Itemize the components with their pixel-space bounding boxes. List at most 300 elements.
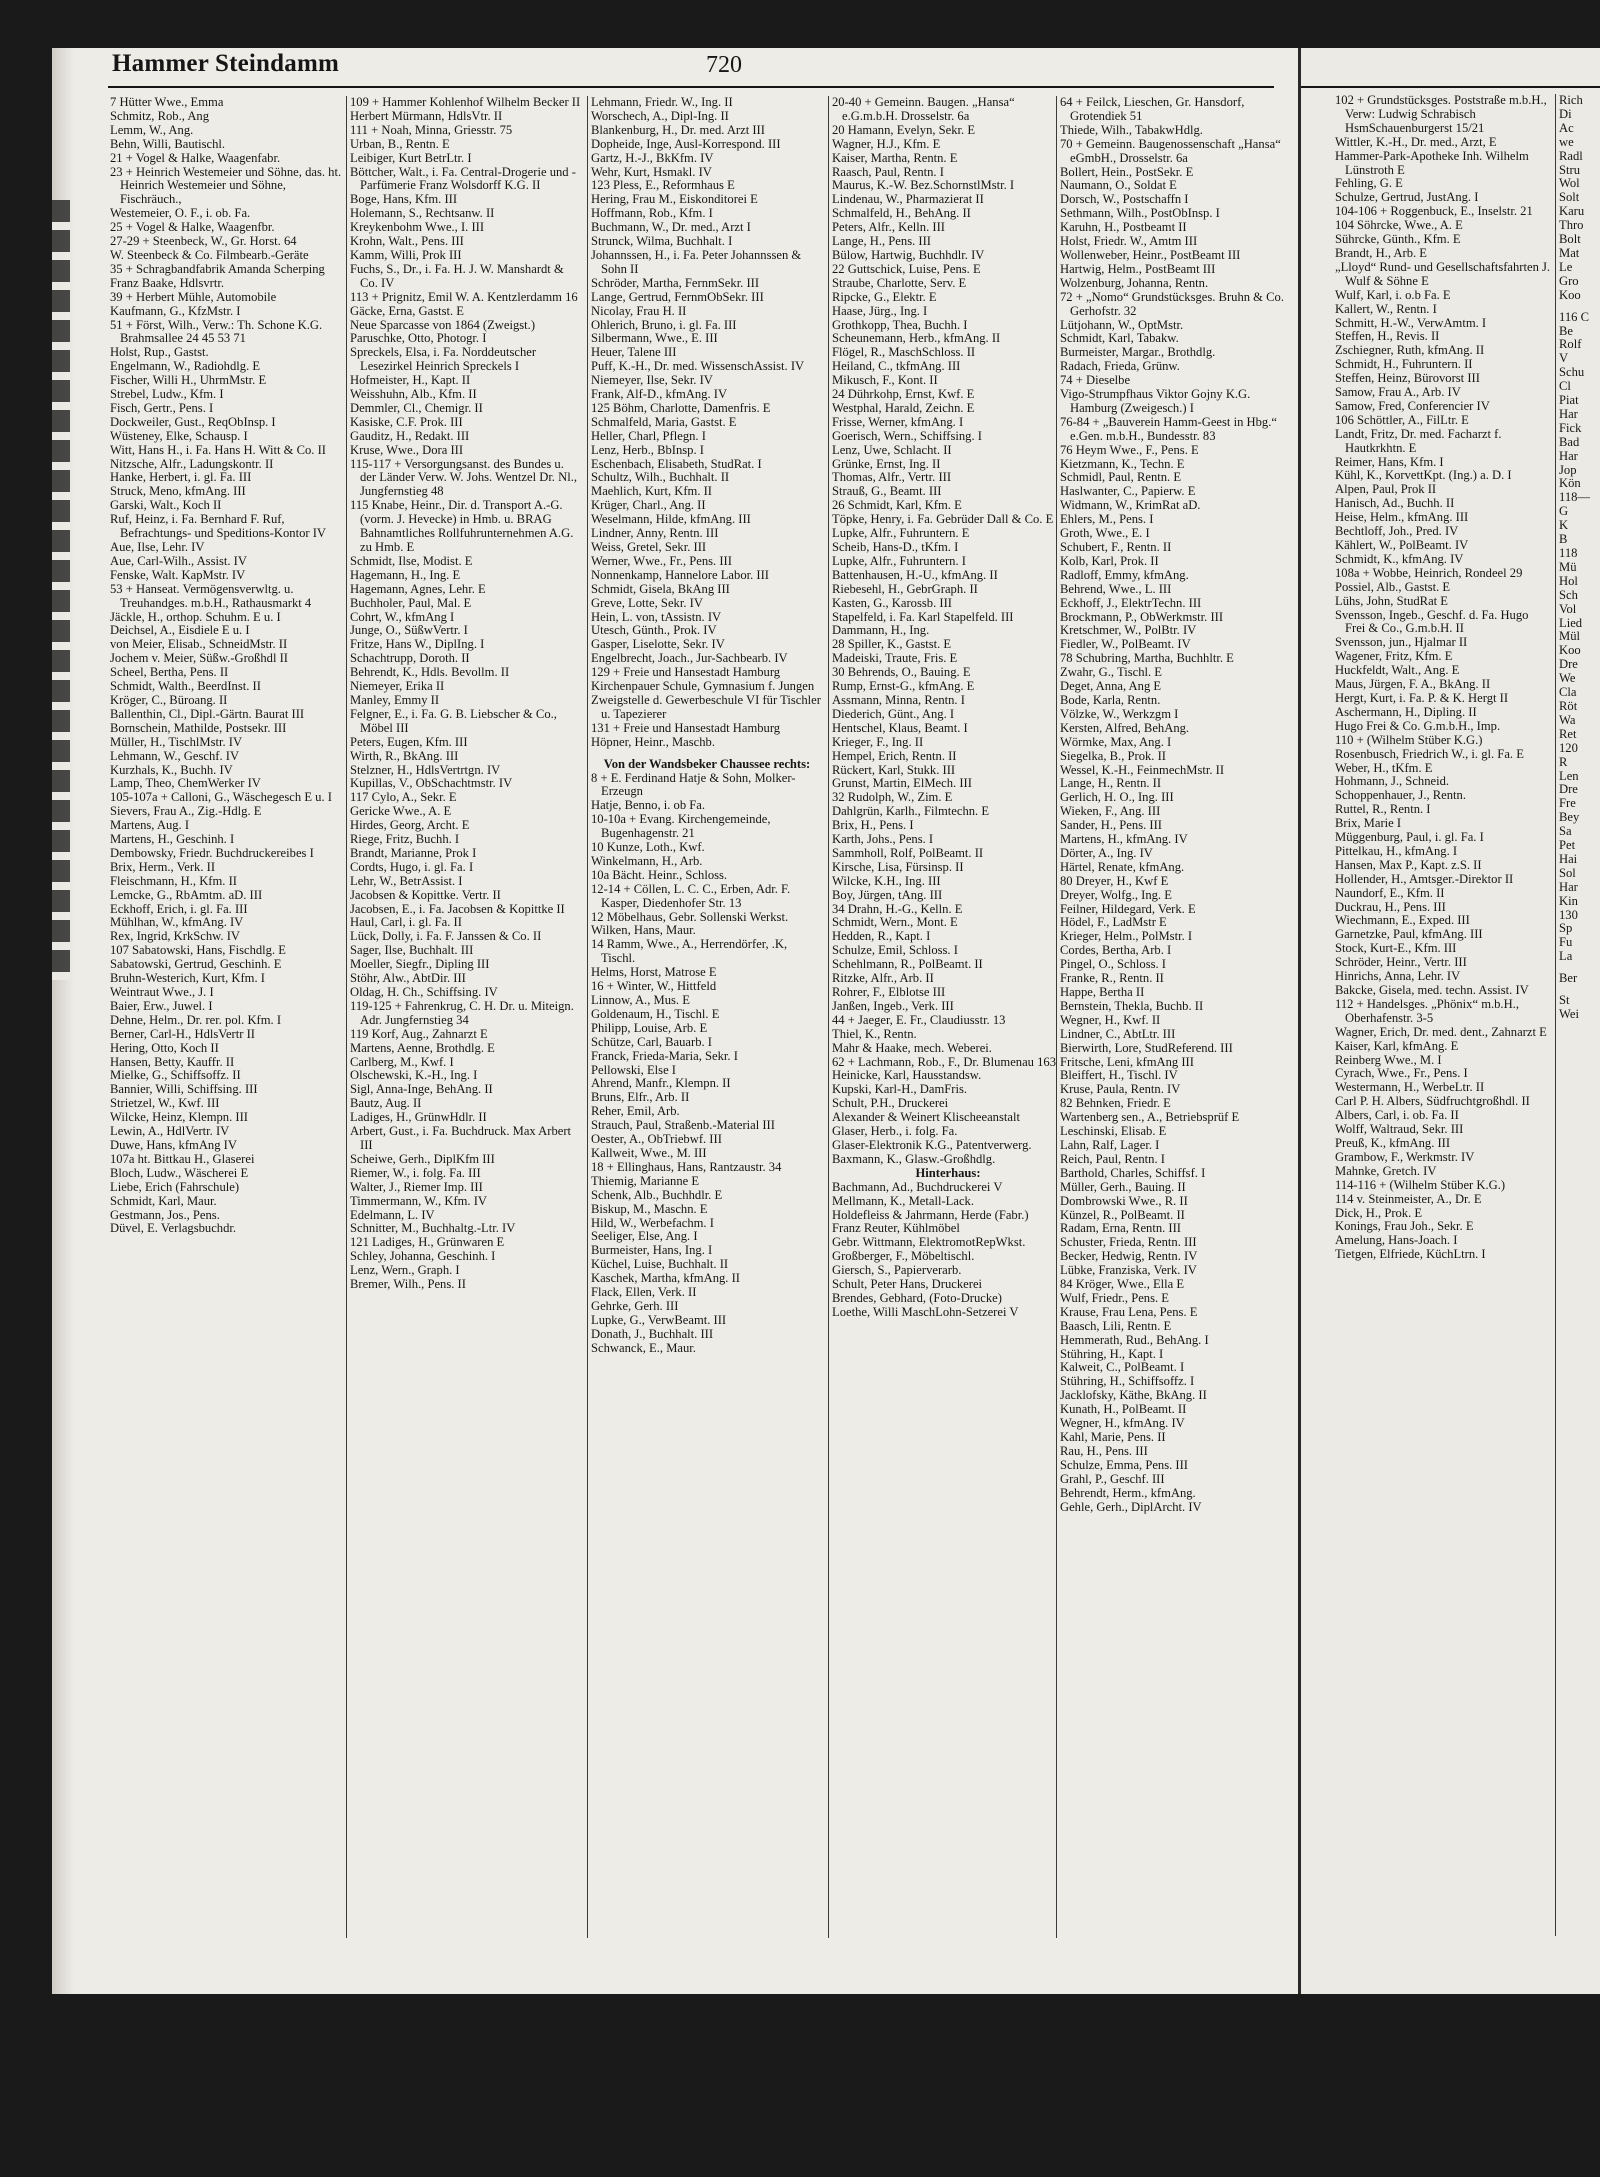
directory-entry: 35 + Schragbandfabrik Amanda Scherping	[110, 261, 325, 276]
directory-entry: Linnow, A., Mus. E	[591, 993, 690, 1007]
directory-entry: Feilner, Hildegard, Verk. E	[1060, 901, 1196, 916]
directory-entry: Krohn, Walt., Pens. III	[350, 234, 464, 249]
directory-entry: Har	[1559, 879, 1578, 894]
directory-entry: Fenske, Walt. KapMstr. IV	[110, 567, 246, 582]
directory-entry: Lühs, John, StudRat E	[1335, 593, 1448, 608]
directory-entry: Pittelkau, H., kfmAng. I	[1335, 843, 1458, 858]
directory-entry: 115-117 + Versorgungsanst. des Bundes u. der Länder Verw. W. Johs. Wentzel Dr. Nl., Jungfernstieg 48	[350, 456, 577, 499]
directory-entry: Leibiger, Kurt BetrLtr. I	[350, 150, 472, 165]
directory-entry: Stühring, H., Schiffsoffz. I	[1060, 1374, 1195, 1389]
directory-entry: 112 + Handelsges. „Phönix“ m.b.H., Oberhafenstr. 3-5	[1335, 996, 1519, 1025]
directory-entry: 106 Schöttler, A., FilLtr. E	[1335, 412, 1469, 427]
directory-entry: Weber, H., tKfm. E	[1335, 760, 1433, 775]
directory-entry: Stöhr, Alw., AbtDir. III	[350, 971, 466, 986]
directory-entry: Schulze, Gertrud, JustAng. I	[1335, 190, 1479, 205]
directory-entry: Bakcke, Gisela, med. techn. Assist. IV	[1335, 983, 1529, 997]
directory-entry: 102 + Grundstücksges. Poststraße m.b.H., Verw: Ludwig Schrabisch HsmSchauenburgerst 15/21	[1335, 94, 1547, 135]
directory-entry: Schley, Johanna, Geschinh. I	[350, 1249, 496, 1264]
directory-entry: Koo	[1559, 643, 1581, 658]
directory-entry: Westermann, H., WerbeLtr. II	[1335, 1080, 1485, 1095]
directory-entry: Röt	[1559, 698, 1578, 713]
directory-entry: Hammer-Park-Apotheke Inh. Wilhelm Lünstroth E	[1335, 148, 1529, 177]
directory-entry: 28 Spiller, K., Gastst. E	[832, 637, 952, 652]
directory-entry: Mü	[1559, 559, 1577, 574]
directory-entry: Martens, H., kfmAng. IV	[1060, 832, 1188, 847]
directory-entry: Haul, Carl, i. gl. Fa. II	[350, 915, 462, 930]
directory-entry: Wolzenburg, Johanna, Rentn.	[1060, 275, 1209, 290]
directory-entry: Wagner, Erich, Dr. med. dent., Zahnarzt E	[1335, 1024, 1547, 1039]
directory-entry: Piat	[1559, 393, 1579, 408]
directory-entry: Boge, Hans, Kfm. III	[350, 192, 458, 207]
directory-entry: 78 Schubring, Martha, Buchhltr. E	[1060, 651, 1234, 666]
directory-entry: Pellowski, Else I	[591, 1062, 677, 1077]
directory-entry: Ehlers, M., Pens. I	[1060, 512, 1154, 527]
directory-entry: Höpner, Heinr., Maschb.	[591, 734, 716, 749]
directory-entry: 12 Möbelhaus, Gebr. Sollenski Werkst.	[591, 909, 789, 924]
directory-entry: Worschech, A., Dipl-Ing. II	[591, 108, 729, 123]
directory-entry: Naumann, O., Soldat E	[1060, 178, 1177, 193]
directory-entry: Rohrer, F., Elblotse III	[832, 985, 946, 999]
directory-entry: Fehling, G. E	[1335, 176, 1403, 191]
directory-entry: Goldenaum, H., Tischl. E	[591, 1006, 720, 1021]
directory-entry: B	[1559, 532, 1568, 547]
directory-entry: Flögel, R., MaschSchloss. II	[832, 345, 976, 360]
directory-entry: Böttcher, Walt., i. Fa. Central-Drogerie und -Parfümerie Franz Wolsdorff K.G. II	[350, 164, 576, 193]
directory-entry: 10 Kunze, Loth., Kwf.	[591, 840, 705, 855]
directory-entry: Wulf, Karl, i. o.b Fa. E	[1335, 287, 1451, 302]
directory-entry: Nonnenkamp, Hannelore Labor. III	[591, 567, 769, 582]
directory-entry: 18 + Ellinghaus, Hans, Rantzaustr. 34	[591, 1159, 782, 1174]
directory-entry: Struck, Meno, kfmAng. III	[110, 484, 246, 499]
directory-entry: Holdefleiss & Jahrmann, Herde (Fabr.)	[832, 1207, 1029, 1222]
directory-entry: Ohlerich, Bruno, i. gl. Fa. III	[591, 317, 737, 332]
directory-entry: Kalweit, C., PolBeamt. I	[1060, 1360, 1185, 1375]
directory-entry: Behrend, Wwe., L. III	[1060, 581, 1172, 596]
right-directory-column-2	[1559, 94, 1600, 1939]
directory-entry: K	[1559, 518, 1569, 533]
directory-entry: Le	[1559, 259, 1573, 274]
directory-entry: Lamp, Theo, ChemWerker IV	[110, 776, 261, 791]
directory-entry: Bruns, Elfr., Arb. II	[591, 1090, 690, 1105]
directory-entry: Schwanck, E., Maur.	[591, 1340, 696, 1355]
directory-entry: Jäckle, H., orthop. Schuhm. E u. I	[110, 609, 281, 624]
directory-entry: Stock, Kurt-E., Kfm. III	[1335, 941, 1457, 956]
directory-entry: Hirdes, Georg, Archt. E	[350, 818, 470, 833]
directory-entry: Heller, Charl, Pflegn. I	[591, 428, 706, 443]
directory-entry: Scheel, Bertha, Pens. II	[110, 665, 229, 680]
directory-entry: Nicolay, Frau H. II	[591, 303, 687, 318]
directory-entry: Franz Reuter, Kühlmöbel	[832, 1221, 960, 1236]
directory-entry: Rau, H., Pens. III	[1060, 1443, 1148, 1458]
directory-entry: Wa	[1559, 712, 1576, 727]
column-divider	[346, 96, 347, 1938]
directory-entry: Fisch, Gertr., Pens. I	[110, 400, 214, 415]
page-number: 720	[706, 52, 742, 78]
directory-entry: Brendes, Gebhard, (Foto-Drucke)	[832, 1290, 1002, 1305]
directory-entry: Hansen, Max P., Kapt. z.S. II	[1335, 857, 1482, 872]
directory-entry: Fritsche, Leni, kfmAng III	[1060, 1054, 1194, 1069]
directory-entry: Kasiske, C.F. Prok. III	[350, 414, 463, 429]
directory-entry: Riege, Fritz, Buchh. I	[350, 832, 460, 847]
directory-entry: Ballenthin, Cl., Dipl.-Gärtn. Baurat III	[110, 706, 305, 721]
directory-entry: Ac	[1559, 120, 1574, 135]
directory-entry: 53 + Hanseat. Vermögensverwltg. u. Treuhandges. m.b.H., Rathausmarkt 4	[110, 581, 312, 610]
directory-entry: Hempel, Erich, Rentn. II	[832, 748, 957, 763]
directory-entry: Burmeister, Margar., Brothdlg.	[1060, 345, 1216, 360]
right-directory-column-1	[1335, 94, 1551, 1939]
directory-entry: Gäcke, Erna, Gastst. E	[350, 303, 465, 318]
directory-entry: Bernstein, Thekla, Buchb. II	[1060, 998, 1204, 1013]
directory-entry: Lahn, Ralf, Lager. I	[1060, 1137, 1160, 1152]
directory-entry: Moeller, Siegfr., Dipling III	[350, 957, 490, 972]
directory-entry: Gestmann, Jos., Pens.	[110, 1207, 220, 1222]
directory-column-5	[1060, 96, 1284, 1941]
directory-entry: Dorsch, W., Postschaffn I	[1060, 192, 1189, 207]
directory-entry: Assmann, Minna, Rentn. I	[832, 692, 965, 707]
directory-entry: Niemeyer, Erika II	[350, 679, 445, 694]
directory-entry: Neue Sparcasse von 1864 (Zweigst.)	[350, 317, 536, 332]
directory-entry: Dahlgrün, Karlh., Filmtechn. E	[832, 804, 990, 819]
directory-entry: Sa	[1559, 824, 1572, 839]
directory-entry: Dockweiler, Gust., ReqObInsp. I	[110, 414, 276, 429]
directory-entry: Alpen, Paul, Prok II	[1335, 482, 1437, 497]
directory-entry: Dehne, Helm., Dr. rer. pol. Kfm. I	[110, 1012, 282, 1027]
directory-entry: Dick, H., Prok. E	[1335, 1205, 1423, 1220]
directory-entry: Kunath, H., PolBeamt. II	[1060, 1402, 1187, 1417]
directory-entry: Sievers, Frau A., Zig.-Hdlg. E	[110, 804, 262, 819]
directory-entry: Fuchs, S., Dr., i. Fa. H. J. W. Manshardt & Co. IV	[350, 261, 564, 290]
directory-entry: Sp	[1559, 921, 1573, 936]
directory-entry: Preuß, K., kfmAng. III	[1335, 1135, 1451, 1150]
directory-entry: Peters, Alfr., Kelln. III	[832, 220, 945, 235]
directory-entry: Mat	[1559, 245, 1580, 260]
directory-entry: Ritzke, Alfr., Arb. II	[832, 971, 934, 986]
directory-entry: Hergt, Kurt, i. Fa. P. & K. Hergt II	[1335, 690, 1509, 705]
directory-entry: St	[1559, 993, 1570, 1008]
directory-entry: Sabatowski, Gertrud, Geschinh. E	[110, 957, 282, 972]
directory-entry: Wiechmann, E., Exped. III	[1335, 913, 1470, 928]
directory-entry: Bollert, Hein., PostSekr. E	[1060, 164, 1194, 179]
directory-entry: Lupke, Alfr., Fuhruntern. I	[832, 553, 966, 568]
directory-entry: Jop	[1559, 462, 1577, 477]
directory-entry: Lenz, Wern., Graph. I	[350, 1263, 460, 1278]
directory-entry: Lange, Gertrud, FernmObSekr. III	[591, 289, 764, 304]
page-header-street: Hammer Steindamm	[112, 50, 340, 77]
directory-entry: Wagner, H.J., Kfm. E	[832, 136, 941, 151]
directory-entry: Lupke, G., VerwBeamt. III	[591, 1312, 727, 1327]
directory-entry: Stru	[1559, 162, 1580, 177]
directory-entry: Oldag, H. Ch., Schiffsing. IV	[350, 985, 498, 999]
directory-entry: Bolt	[1559, 232, 1581, 247]
directory-entry: Kaufmann, G., KfzMstr. I	[110, 303, 241, 318]
directory-entry: 116 C	[1559, 309, 1589, 324]
directory-entry: Engelmann, W., Radiohdlg. E	[110, 359, 261, 374]
directory-entry: Strebel, Ludw., Kfm. I	[110, 387, 224, 402]
directory-entry: Nitzsche, Alfr., Ladungskontr. II	[110, 456, 274, 471]
directory-entry: Siegelka, B., Prok. II	[1060, 748, 1166, 763]
directory-entry: Cla	[1559, 685, 1577, 700]
directory-entry: Ber	[1559, 971, 1578, 986]
directory-entry: Hoffmann, Rob., Kfm. I	[591, 206, 713, 221]
directory-entry: Hai	[1559, 851, 1578, 866]
directory-entry: Hering, Frau M., Eiskonditorei E	[591, 192, 758, 207]
directory-entry: Heuer, Talene III	[591, 345, 677, 360]
directory-entry: 32 Rudolph, W., Zim. E	[832, 790, 953, 805]
directory-entry: Burmeister, Hans, Ing. I	[591, 1243, 713, 1258]
directory-entry: 20 Hamann, Evelyn, Sekr. E	[832, 122, 976, 137]
directory-entry: Mühlhan, W., kfmAng. IV	[110, 915, 244, 930]
directory-entry: Battenhausen, H.-U., kfmAng. II	[832, 567, 998, 582]
directory-entry: Kupski, Karl-H., DamFris.	[832, 1082, 968, 1097]
directory-entry: 118	[1559, 546, 1578, 560]
directory-entry: Bad	[1559, 434, 1580, 449]
directory-entry: Sührcke, Günth., Kfm. E	[1335, 232, 1461, 247]
directory-entry: Lied	[1559, 615, 1583, 630]
directory-entry: Bey	[1559, 810, 1580, 825]
directory-entry: Garnetzke, Paul, kfmAng. III	[1335, 927, 1483, 942]
directory-entry: Großberger, F., Möbeltischl.	[832, 1249, 975, 1264]
directory-entry: Heinicke, Karl, Hausstandsw.	[832, 1068, 982, 1083]
directory-entry: Cyrach, Wwe., Fr., Pens. I	[1335, 1066, 1468, 1081]
directory-entry: Schnitter, M., Buchhaltg.-Ltr. IV	[350, 1221, 516, 1236]
directory-entry: Mahnke, Gretch. IV	[1335, 1163, 1437, 1178]
directory-entry: Kirchenpauer Schule, Gymnasium f. Jungen	[591, 679, 815, 694]
directory-entry: Fu	[1559, 935, 1573, 950]
directory-entry: Wollenweber, Heinr., PostBeamt III	[1060, 247, 1241, 262]
directory-entry: Helms, Horst, Matrose E	[591, 965, 717, 980]
directory-entry: Greve, Lotte, Sekr. IV	[591, 595, 703, 610]
column-divider	[1056, 96, 1057, 1938]
directory-entry: Dammann, H., Ing.	[832, 623, 930, 638]
directory-entry: Happe, Bertha II	[1060, 985, 1145, 999]
directory-entry: Timmermann, W., Kfm. IV	[350, 1193, 488, 1208]
directory-entry: Cl	[1559, 379, 1571, 394]
directory-entry: Brandt, H., Arb. E	[1335, 245, 1427, 260]
directory-entry: Hagemann, Agnes, Lehr. E	[350, 581, 486, 596]
directory-entry: La	[1559, 949, 1573, 964]
directory-entry: Thiemig, Marianne E	[591, 1173, 700, 1188]
directory-entry: Martens, H., Geschinh. I	[110, 832, 235, 847]
directory-entry: Raasch, Paul, Rentn. I	[832, 164, 944, 179]
directory-entry: Wittler, K.-H., Dr. med., Arzt, E	[1335, 134, 1497, 149]
directory-entry: Lenz, Uwe, Schlacht. II	[832, 442, 952, 457]
directory-entry: Lupke, Alfr., Fuhruntern. E	[832, 526, 970, 541]
directory-entry: Vigo-Strumpfhaus Viktor Gojny K.G. Hamburg (Zweigesch.) I	[1060, 387, 1251, 415]
directory-entry: Bornschein, Mathilde, Postsekr. III	[110, 720, 287, 735]
directory-entry: Aue, Carl-Wilh., Assist. IV	[110, 553, 247, 568]
directory-entry: Krieger, F., Ing. II	[832, 734, 924, 749]
directory-entry: Schmalfeld, H., BehAng. II	[832, 206, 971, 221]
directory-entry: Bruhn-Westerich, Kurt, Kfm. I	[110, 971, 265, 986]
directory-entry: Svensson, jun., Hjalmar II	[1335, 635, 1468, 650]
directory-entry: Wessel, K.-H., FeinmechMstr. II	[1060, 762, 1225, 777]
directory-entry: Urban, B., Rentn. E	[350, 136, 450, 151]
directory-entry: Maehlich, Kurt, Kfm. II	[591, 484, 713, 499]
directory-entry: Cordes, Bertha, Arb. I	[1060, 943, 1172, 958]
directory-entry: Gauditz, H., Redakt. III	[350, 428, 470, 443]
directory-entry: Wüsteney, Elke, Schausp. I	[110, 428, 248, 443]
directory-entry: Tietgen, Elfriede, KüchLtrn. I	[1335, 1247, 1486, 1262]
directory-entry: Brandt, Marianne, Prok I	[350, 845, 477, 860]
directory-entry: Goerisch, Wern., Schiffsing. I	[832, 428, 982, 443]
directory-entry: Kön	[1559, 476, 1581, 491]
directory-entry: 30 Behrends, O., Bauing. E	[832, 665, 971, 680]
directory-entry: 80 Dreyer, H., Kwf E	[1060, 873, 1169, 888]
directory-entry: Reinberg Wwe., M. I	[1335, 1052, 1442, 1067]
directory-entry: Thro	[1559, 218, 1584, 233]
directory-entry: Straube, Charlotte, Serv. E	[832, 275, 967, 290]
directory-entry: Gro	[1559, 273, 1579, 288]
directory-entry: Giersch, S., Papierverarb.	[832, 1263, 962, 1278]
directory-entry: Lewin, A., HdlVertr. IV	[110, 1124, 230, 1139]
directory-entry: 129 + Freie und Hansestadt Hamburg	[591, 665, 781, 680]
directory-entry: we	[1559, 134, 1574, 149]
directory-entry: Jacobsen & Kopittke. Vertr. II	[350, 887, 501, 902]
directory-entry: 20-40 + Gemeinn. Baugen. „Hansa“ e.G.m.b.H. Drosselstr. 6a	[832, 96, 1015, 123]
directory-entry: Wilcke, Heinz, Klempn. III	[110, 1110, 248, 1125]
directory-entry: We	[1559, 671, 1576, 686]
directory-entry: Schubert, F., Rentn. II	[1060, 540, 1172, 554]
directory-entry: Buchmann, W., Dr. med., Arzt I	[591, 220, 751, 235]
directory-entry: Gerlich, H. O., Ing. III	[1060, 790, 1174, 805]
directory-entry: Schmitt, H.-W., VerwAmtm. I	[1335, 315, 1487, 330]
directory-entry: 22 Guttschick, Luise, Pens. E	[832, 261, 981, 276]
directory-entry: Samow, Frau A., Arb. IV	[1335, 385, 1461, 400]
directory-entry: Arbert, Gust., i. Fa. Buchdruck. Max Arbert III	[350, 1124, 572, 1152]
directory-entry: Rosenbusch, Friedrich W., i. gl. Fa. E	[1335, 746, 1524, 761]
directory-entry: 107 Sabatowski, Hans, Fischdlg. E	[110, 943, 286, 958]
directory-entry: Lemm, W., Ang.	[110, 122, 194, 137]
directory-entry: Hentschel, Klaus, Beamt. I	[832, 720, 968, 735]
directory-entry: Bremer, Wilh., Pens. II	[350, 1277, 466, 1292]
directory-entry: Schröder, Heinr., Vertr. III	[1335, 955, 1467, 970]
directory-entry: Lange, H., Pens. III	[832, 234, 931, 249]
directory-entry: Aue, Ilse, Lehr. IV	[110, 540, 205, 554]
directory-entry: 131 + Freie und Hansestadt Hamburg	[591, 720, 781, 735]
directory-entry: 123 Pless, E., Reformhaus E	[591, 178, 735, 193]
directory-entry: Stapelfeld, i. Fa. Karl Stapelfeld. III	[832, 609, 1014, 624]
directory-entry: „Lloyd“ Rund- und Gesellschaftsfahrten J. Wulf & Söhne E	[1335, 259, 1551, 288]
directory-entry: Franz Baake, Hdlsvrtr.	[110, 275, 225, 290]
directory-entry: Kietzmann, K., Techn. E	[1060, 456, 1185, 471]
directory-entry: Bachmann, Ad., Buchdruckerei V	[832, 1179, 1003, 1194]
directory-entry: Martens, Aenne, Brothdlg. E	[350, 1040, 495, 1055]
directory-entry: Peters, Eugen, Kfm. III	[350, 734, 468, 749]
directory-entry: 119 Korf, Aug., Zahnarzt E	[350, 1026, 488, 1041]
directory-entry: Kersten, Alfred, BehAng.	[1060, 720, 1190, 735]
directory-entry: Fischer, Willi H., UhrmMstr. E	[110, 373, 267, 388]
directory-entry: Behrendt, Herm., kfmAng.	[1060, 1485, 1196, 1500]
directory-entry: Schehlmann, R., PolBeamt. II	[832, 957, 983, 972]
directory-entry: Buchholer, Paul, Mal. E	[350, 595, 472, 610]
directory-entry: Kurzhals, K., Buchh. IV	[110, 762, 233, 777]
directory-entry: Gartz, H.-J., BkKfm. IV	[591, 150, 714, 165]
directory-entry: Solt	[1559, 190, 1580, 205]
directory-entry: Franck, Frieda-Maria, Sekr. I	[591, 1048, 738, 1063]
directory-entry: Engelbrecht, Joach., Jur-Sachbearb. IV	[591, 651, 788, 666]
directory-entry: Cohrt, W., kfmAng I	[350, 609, 455, 624]
directory-entry: Martens, Aug. I	[110, 818, 190, 833]
directory-entry: 64 + Feilck, Lieschen, Gr. Hansdorf, Grotendiek 51	[1060, 96, 1245, 123]
directory-entry: Steffen, Heinz, Bürovorst III	[1335, 371, 1480, 386]
directory-entry: Bierwirth, Lore, StudReferend. III	[1060, 1040, 1233, 1055]
directory-entry: Winkelmann, H., Arb.	[591, 853, 703, 868]
directory-entry: 114-116 + (Wilhelm Stüber K.G.)	[1335, 1177, 1506, 1192]
directory-entry: Dopheide, Inge, Ausl-Korrespond. III	[591, 136, 781, 151]
directory-entry: Thomas, Alfr., Vertr. III	[832, 470, 952, 485]
directory-entry: Deichsel, A., Eisdiele E u. I	[110, 623, 250, 638]
directory-entry: Madeiski, Traute, Fris. E	[832, 651, 958, 666]
section-heading: Von der Wandsbeker Chaussee rechts:	[603, 756, 811, 771]
directory-entry: Schachtrupp, Doroth. II	[350, 651, 470, 666]
directory-entry: Sethmann, Wilh., PostObInsp. I	[1060, 206, 1220, 221]
directory-entry: Schu	[1559, 365, 1585, 380]
directory-entry: Donath, J., Buchhalt. III	[591, 1326, 714, 1341]
directory-entry: Ahrend, Manfr., Klempn. II	[591, 1076, 731, 1091]
directory-entry: Kruse, Wwe., Dora III	[350, 442, 464, 457]
directory-entry: 7 Hütter Wwe., Emma	[110, 96, 224, 109]
directory-entry: Kamm, Willi, Prok III	[350, 247, 462, 262]
directory-entry: 84 Kröger, Wwe., Ella E	[1060, 1277, 1185, 1292]
directory-entry: Lindner, C., AbtLtr. III	[1060, 1026, 1176, 1041]
directory-entry: Fiedler, W., PolBeamt. IV	[1060, 637, 1191, 652]
directory-entry: Pingel, O., Schloss. I	[1060, 957, 1167, 972]
directory-entry: 72 + „Nomo“ Grundstücksges. Bruhn & Co. Gerhofstr. 32	[1060, 289, 1284, 318]
directory-entry: Wegner, H., Kwf. II	[1060, 1012, 1161, 1027]
directory-entry: Huckfeldt, Walt., Ang. E	[1335, 663, 1460, 678]
directory-entry: Biskup, M., Maschn. E	[591, 1201, 708, 1216]
directory-entry: Grambow, F., Werkmstr. IV	[1335, 1149, 1475, 1164]
directory-entry: Lück, Dolly, i. Fa. F. Janssen & Co. II	[350, 929, 542, 944]
directory-entry: Kin	[1559, 893, 1578, 908]
directory-entry: Hohmann, J., Schneid.	[1335, 774, 1450, 789]
directory-entry: R	[1559, 754, 1568, 769]
directory-entry: Frisse, Werner, kfmAng. I	[832, 414, 964, 429]
directory-entry: Haase, Jürg., Ing. I	[832, 303, 928, 318]
directory-entry: 23 + Heinrich Westemeier und Söhne, das. ht. Heinrich Westemeier und Söhne, Fischräuch.,	[110, 164, 342, 207]
directory-entry: Barthold, Charles, Schiffsf. I	[1060, 1165, 1206, 1180]
directory-entry: Schmidt, Karl, Tabakw.	[1060, 331, 1179, 346]
directory-entry: Kählert, W., PolBeamt. IV	[1335, 538, 1469, 552]
directory-entry: Carl P. H. Albers, Südfruchtgroßhdl. II	[1335, 1094, 1530, 1109]
directory-entry: Riemer, W., i. folg. Fa. III	[350, 1165, 481, 1180]
directory-entry: 21 + Vogel & Halke, Waagenfabr.	[110, 150, 281, 165]
directory-entry: Kasten, G., Karossb. III	[832, 595, 952, 610]
directory-entry: Lübke, Franziska, Verk. IV	[1060, 1263, 1197, 1278]
directory-entry: von Meier, Elisab., SchneidMstr. II	[110, 637, 288, 652]
directory-entry: 111 + Noah, Minna, Griesstr. 75	[350, 122, 513, 137]
directory-entry: Hinrichs, Anna, Lehr. IV	[1335, 969, 1461, 984]
directory-entry: Kolb, Karl, Prok. II	[1060, 553, 1159, 568]
directory-entry: Widmann, W., KrimRat aD.	[1060, 498, 1201, 513]
directory-entry: Samow, Fred, Conferencier IV	[1335, 398, 1490, 413]
directory-entry: Kröger, C., Büroang. II	[110, 692, 228, 707]
directory-entry: Bloch, Ludw., Wäscherei E	[110, 1165, 249, 1180]
directory-entry: Alexander & Weinert Klischeeanstalt	[832, 1110, 1020, 1125]
directory-entry: Scheunemann, Herb., kfmAng. II	[832, 331, 1001, 346]
directory-entry: 82 Behnken, Friedr. E	[1060, 1096, 1171, 1111]
directory-entry: Schult, P.H., Druckerei	[832, 1096, 949, 1111]
directory-column-1	[110, 96, 342, 1941]
directory-entry: Jacklofsky, Käthe, BkAng. II	[1060, 1388, 1207, 1403]
directory-entry: 14 Ramm, Wwe., A., Herrendörfer, .K, Tischl.	[591, 937, 788, 966]
directory-entry: Carlberg, M., Kwf. I	[350, 1054, 454, 1069]
directory-entry: Heise, Helm., kfmAng. III	[1335, 510, 1469, 525]
directory-entry: Zschiegner, Ruth, kfmAng. II	[1335, 343, 1485, 358]
directory-entry: 130	[1559, 907, 1578, 922]
directory-entry: Wartenberg sen., A., Betriebsprüf E	[1060, 1110, 1240, 1125]
directory-entry: Hedden, R., Kapt. I	[832, 929, 931, 944]
